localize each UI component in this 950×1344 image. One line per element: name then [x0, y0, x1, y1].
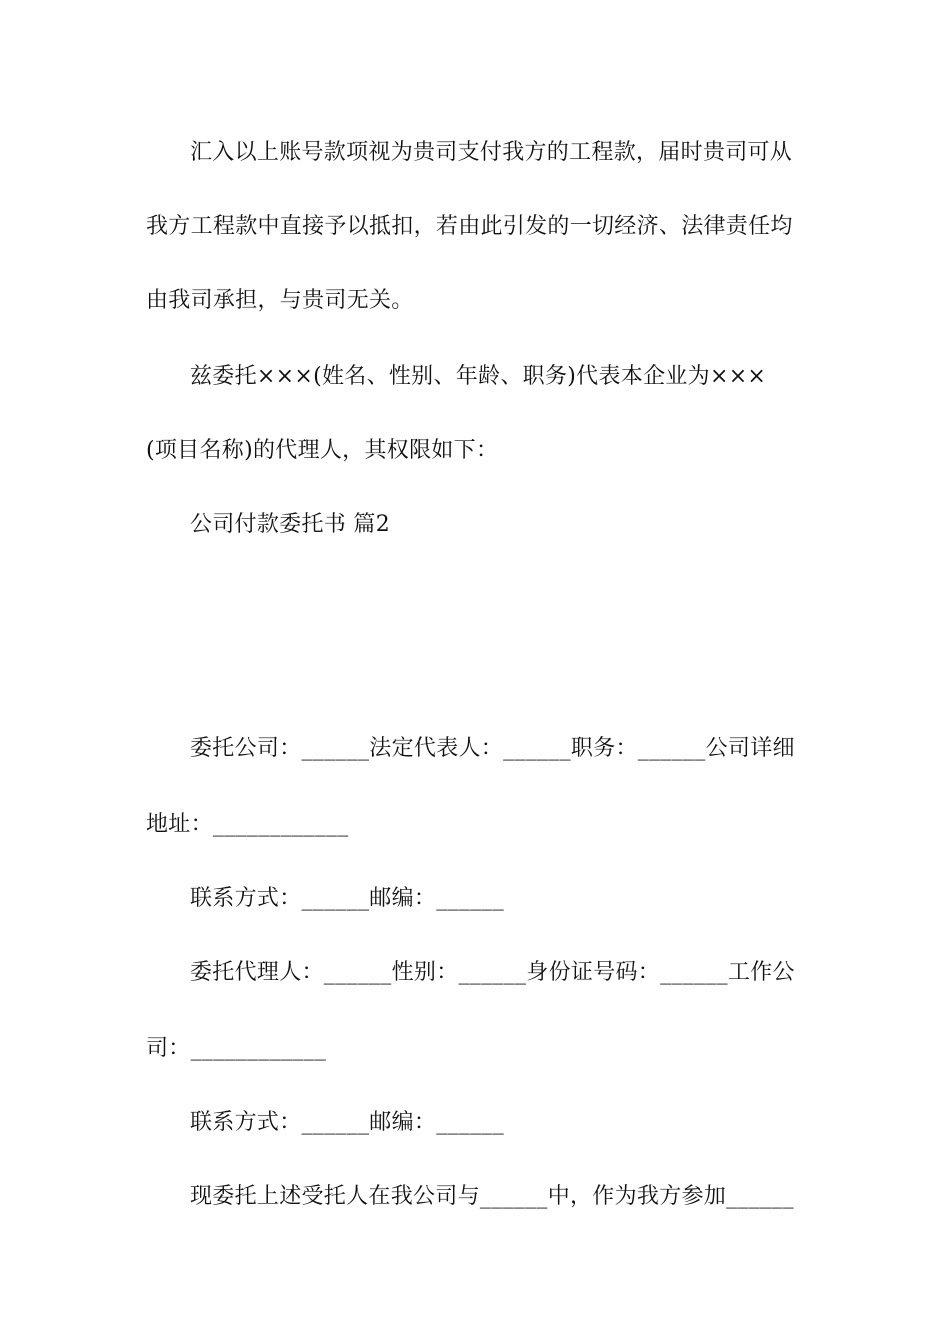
paragraph-line: 现委托上述受托人在我公司与______中，作为我方参加______ [190, 1184, 794, 1209]
form-line: 联系方式：______邮编：______ [190, 886, 505, 911]
form-line: 委托公司：______法定代表人：______职务：______公司详细 [190, 736, 795, 761]
form-line: 联系方式：______邮编：______ [190, 1110, 505, 1135]
paragraph-line: (项目名称)的代理人，其权限如下： [146, 438, 499, 463]
form-line: 委托代理人：______性别：______身份证号码：______工作公 [190, 960, 795, 985]
paragraph-line: 兹委托×××(姓名、性别、年龄、职务)代表本企业为××× [190, 364, 767, 389]
paragraph-line: 由我司承担，与贵司无关。 [146, 288, 414, 313]
form-line: 地址：____________ [146, 812, 349, 837]
paragraph-line: 汇入以上账号款项视为贵司支付我方的工程款，届时贵司可从 [190, 140, 793, 165]
paragraph-line: 我方工程款中直接予以抵扣，若由此引发的一切经济、法律责任均 [146, 214, 793, 239]
section-heading: 公司付款委托书 篇2 [190, 512, 390, 537]
form-line: 司：____________ [146, 1036, 327, 1061]
